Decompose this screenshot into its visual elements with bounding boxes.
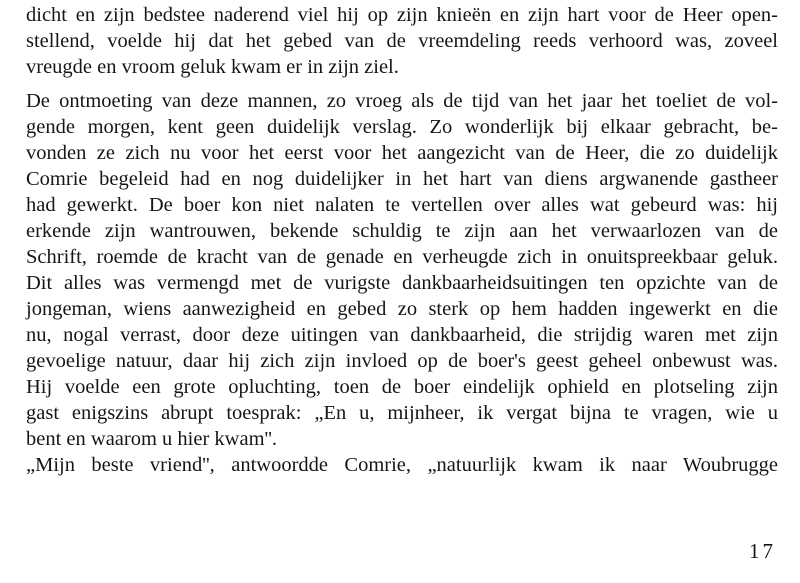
text-line-9: erkende zijn wantrouwen, bekende schuldig te zijn aan het verwaarlozen van de [26, 220, 778, 242]
page-number: 17 [749, 539, 776, 563]
text-line-10: Schrift, roemde de kracht van de genade en verheugde zich in onuitspreekbaar geluk. [26, 246, 778, 268]
text-line-12: jongeman, wiens aanwezigheid en gebed zo sterk op hem hadden ingewerkt en die [26, 298, 778, 320]
text-line-15: Hij voelde een grote opluchting, toen de boer eindelijk ophield en plotseling zijn [26, 376, 778, 398]
text-line-16: gast enigszins abrupt toesprak: „En u, mijnheer, ik vergat bijna te vragen, wie u [26, 402, 778, 424]
text-line-14: gevoelige natuur, daar hij zich zijn invloed op de boer's geest geheel onbewust was. [26, 350, 778, 372]
text-line-1: dicht en zijn bedstee naderend viel hij op zijn knieën en zijn hart voor de Heer open- [26, 4, 778, 26]
text-line-11: Dit alles was vermengd met de vurigste dankbaarheidsuitingen ten opzichte van de [26, 272, 778, 294]
text-line-2: stellend, voelde hij dat het gebed van de vreemdeling reeds verhoord was, zoveel [26, 30, 778, 52]
text-line-5: gende morgen, kent geen duidelijk verslag. Zo wonderlijk bij elkaar gebracht, be- [26, 116, 778, 138]
text-line-4: De ontmoeting van deze mannen, zo vroeg als de tijd van het jaar het toeliet de vol- [26, 90, 778, 112]
text-line-6: vonden ze zich nu voor het eerst voor het aangezicht van de Heer, die zo duidelijk [26, 142, 778, 164]
text-line-17: bent en waarom u hier kwam''. [26, 428, 278, 450]
text-line-3: vreugde en vroom geluk kwam er in zijn ziel. [26, 56, 399, 78]
text-line-8: had gewerkt. De boer kon niet nalaten te vertellen over alles wat gebeurd was: hij [26, 194, 778, 216]
text-line-7: Comrie begeleid had en nog duidelijker in het hart van diens argwanende gastheer [26, 168, 778, 190]
text-line-13: nu, nogal verrast, door deze uitingen van dankbaarheid, die strijdig waren met zijn [26, 324, 778, 346]
text-line-18: „Mijn beste vriend'', antwoordde Comrie, „natuurlijk kwam ik naar Woubrugge [26, 454, 778, 476]
